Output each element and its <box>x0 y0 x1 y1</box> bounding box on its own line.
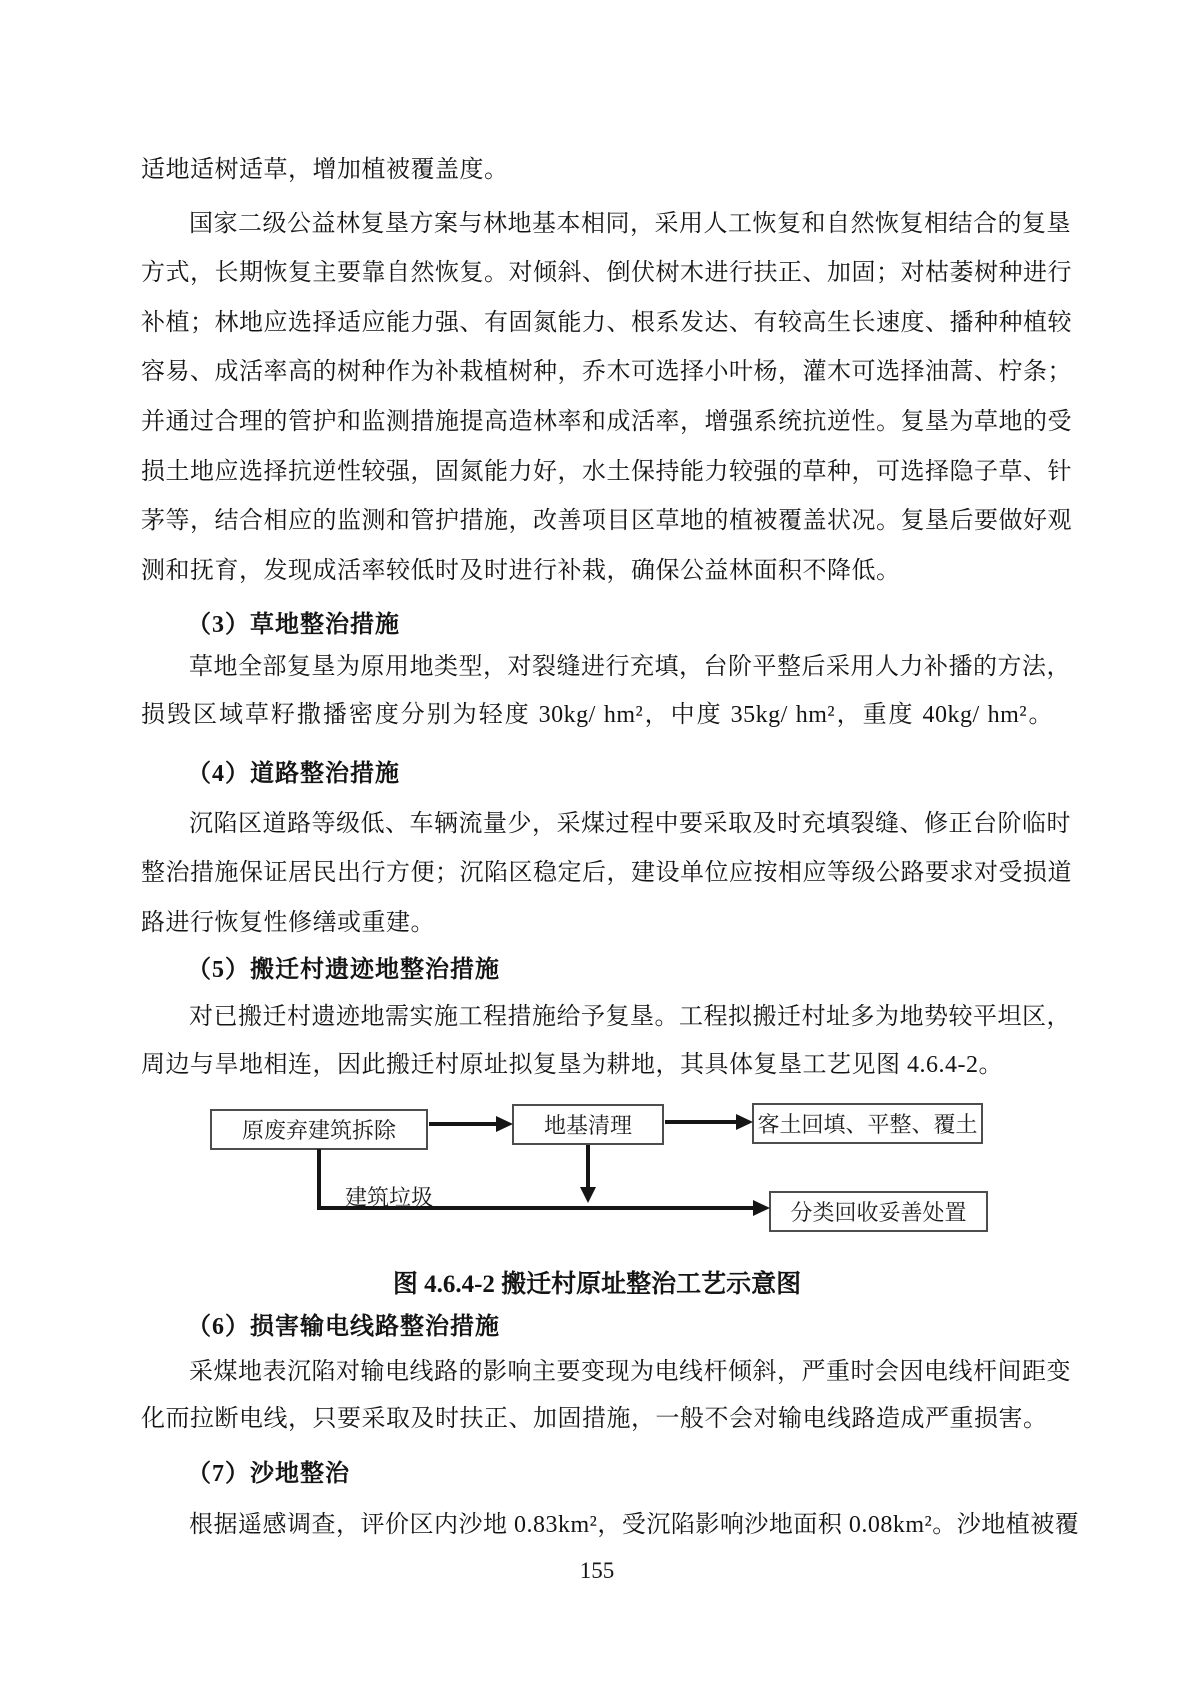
page-number: 155 <box>579 1558 615 1583</box>
section-heading: （4）道路整治措施 <box>187 761 400 787</box>
body-line: 茅等，结合相应的监测和管护措施，改善项目区草地的植被覆盖状况。复垦后要做好观 <box>141 508 1072 534</box>
section-heading: （6）损害输电线路整治措施 <box>187 1314 500 1340</box>
body-line: 容易、成活率高的树种作为补栽植树种，乔木可选择小叶杨，灌木可选择油蒿、柠条； <box>141 359 1072 385</box>
flowchart-node-foundation-clearing: 地基清理 <box>512 1104 664 1145</box>
body-line: 周边与旱地相连，因此搬迁村原址拟复垦为耕地，其具体复垦工艺见图 4.6.4-2。 <box>141 1052 1003 1078</box>
body-line: 采煤地表沉陷对输电线路的影响主要变现为电线杆倾斜，严重时会因电线杆间距变 <box>189 1359 1071 1385</box>
section-heading: （7）沙地整治 <box>187 1461 350 1487</box>
body-line: 并通过合理的管护和监测措施提高造林率和成活率，增强系统抗逆性。复垦为草地的受 <box>141 409 1072 435</box>
body-line: 损土地应选择抗逆性较强，固氮能力好，水土保持能力较强的草种，可选择隐子草、针 <box>141 459 1072 485</box>
figure-caption: 图 4.6.4-2 搬迁村原址整治工艺示意图 <box>392 1271 802 1298</box>
body-line: 测和抚育，发现成活率较低时及时进行补栽，确保公益林面积不降低。 <box>141 558 901 584</box>
body-line: 化而拉断电线，只要采取及时扶正、加固措施，一般不会对输电线路造成严重损害。 <box>141 1406 1048 1432</box>
body-line: 草地全部复垦为原用地类型，对裂缝进行充填，台阶平整后采用人力补播的方法， <box>189 654 1071 680</box>
body-line: 根据遥感调查，评价区内沙地 0.83km²，受沉陷影响沙地面积 0.08km²。沙地植被覆 <box>189 1512 1080 1538</box>
body-line: 国家二级公益林复垦方案与林地基本相同，采用人工恢复和自然恢复相结合的复垦 <box>189 211 1071 237</box>
flowchart-node-demolition: 原废弃建筑拆除 <box>210 1109 428 1150</box>
body-line: 方式，长期恢复主要靠自然恢复。对倾斜、倒伏树木进行扶正、加固；对枯萎树种进行 <box>141 260 1072 286</box>
section-heading: （3）草地整治措施 <box>187 612 400 638</box>
body-line: 适地适树适草，增加植被覆盖度。 <box>141 157 509 183</box>
body-line: 路进行恢复性修缮或重建。 <box>141 910 435 936</box>
flowchart-node-waste-disposal: 分类回收妥善处置 <box>769 1191 988 1232</box>
body-line: 损毁区域草籽撒播密度分别为轻度 30kg/ hm²，中度 35kg/ hm²，重度 40kg/ hm²。 <box>141 702 1053 728</box>
body-line: 对已搬迁村遗迹地需实施工程措施给予复垦。工程拟搬迁村址多为地势较平坦区， <box>189 1004 1071 1030</box>
section-heading: （5）搬迁村遗迹地整治措施 <box>187 957 500 983</box>
body-line: 补植；林地应选择适应能力强、有固氮能力、根系发达、有较高生长速度、播种种植较 <box>141 310 1072 336</box>
flowchart-node-backfill: 客土回填、平整、覆土 <box>752 1103 983 1144</box>
body-line: 沉陷区道路等级低、车辆流量少，采煤过程中要采取及时充填裂缝、修正台阶临时 <box>189 811 1071 837</box>
flowchart-edge-label: 建筑垃圾 <box>345 1185 434 1210</box>
body-line: 整治措施保证居民出行方便；沉陷区稳定后，建设单位应按相应等级公路要求对受损道 <box>141 860 1072 886</box>
flowchart-connectors <box>0 1090 1199 1250</box>
